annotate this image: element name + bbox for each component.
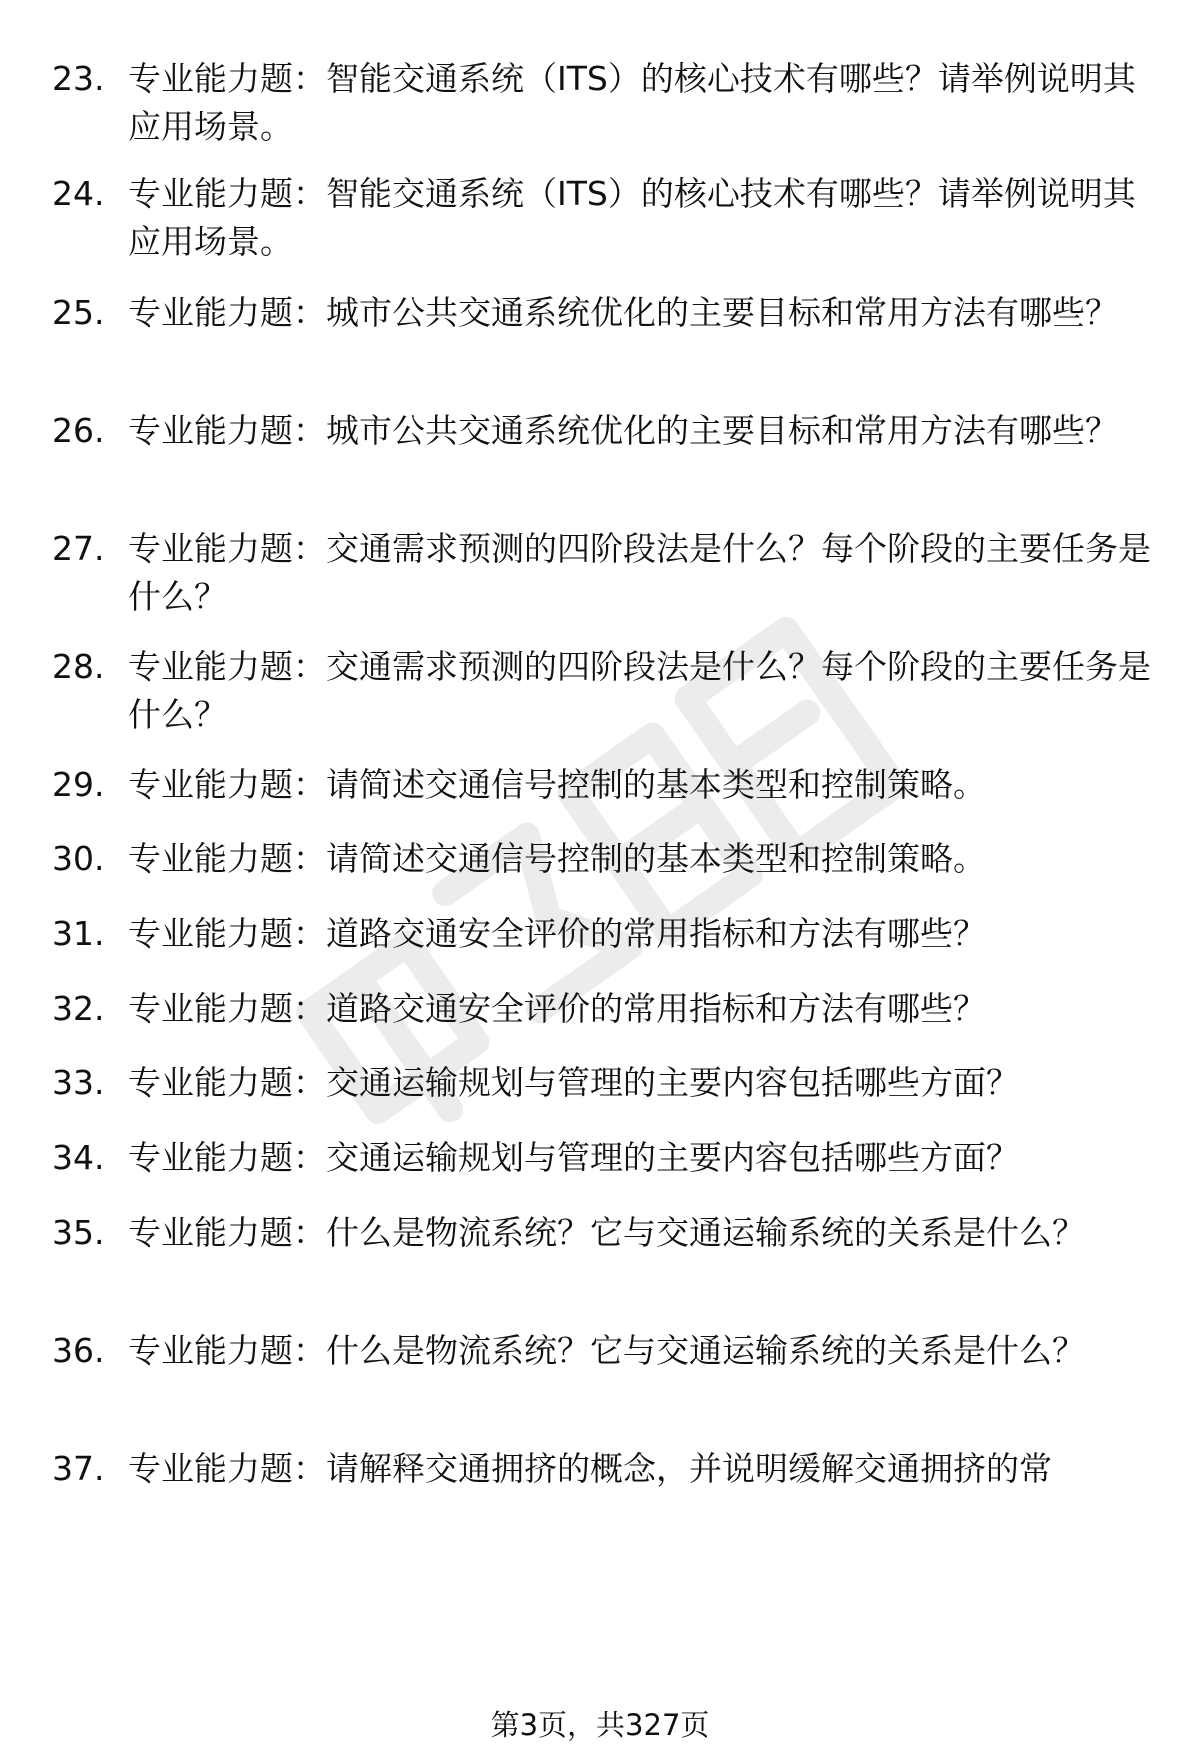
question-item bbox=[0, 1445, 1200, 1505]
question-item bbox=[0, 910, 1200, 985]
question-item bbox=[0, 289, 1200, 407]
question-item bbox=[0, 1327, 1200, 1445]
question-number: 29. bbox=[52, 765, 105, 804]
question-list bbox=[0, 55, 1200, 1505]
question-text: 专业能力题：什么是物流系统？它与交通运输系统的关系是什么？ bbox=[128, 1213, 1085, 1252]
question-number: 31. bbox=[52, 914, 105, 953]
question-text: 专业能力题：请解释交通拥挤的概念，并说明缓解交通拥挤的常 bbox=[128, 1449, 1052, 1488]
question-text: 专业能力题：道路交通安全评价的常用指标和方法有哪些？ bbox=[128, 989, 986, 1028]
question-number: 36. bbox=[52, 1331, 105, 1370]
question-item bbox=[0, 1059, 1200, 1134]
question-text: 专业能力题：什么是物流系统？它与交通运输系统的关系是什么？ bbox=[128, 1331, 1085, 1370]
question-item bbox=[0, 525, 1200, 643]
question-number: 33. bbox=[52, 1063, 105, 1102]
question-text: 专业能力题：交通需求预测的四阶段法是什么？每个阶段的主要任务是什么？ bbox=[128, 529, 1151, 616]
question-number: 27. bbox=[52, 529, 105, 568]
question-text: 专业能力题：智能交通系统（ITS）的核心技术有哪些？请举例说明其应用场景。 bbox=[128, 59, 1136, 146]
question-number: 32. bbox=[52, 989, 105, 1028]
question-number: 23. bbox=[52, 59, 105, 98]
question-text: 专业能力题：智能交通系统（ITS）的核心技术有哪些？请举例说明其应用场景。 bbox=[128, 174, 1136, 261]
question-item bbox=[0, 835, 1200, 910]
question-item bbox=[0, 643, 1200, 761]
question-number: 28. bbox=[52, 647, 105, 686]
question-number: 30. bbox=[52, 839, 105, 878]
question-item bbox=[0, 407, 1200, 525]
question-text: 专业能力题：城市公共交通系统优化的主要目标和常用方法有哪些？ bbox=[128, 293, 1118, 332]
question-text: 专业能力题：交通运输规划与管理的主要内容包括哪些方面？ bbox=[128, 1063, 1019, 1102]
question-item bbox=[0, 1209, 1200, 1327]
question-number: 35. bbox=[52, 1213, 105, 1252]
question-item bbox=[0, 761, 1200, 835]
question-number: 34. bbox=[52, 1138, 105, 1177]
question-text: 专业能力题：请简述交通信号控制的基本类型和控制策略。 bbox=[128, 839, 986, 878]
question-item bbox=[0, 170, 1200, 289]
page-number-footer: 第3页，共327页 bbox=[490, 1708, 710, 1742]
question-text: 专业能力题：城市公共交通系统优化的主要目标和常用方法有哪些？ bbox=[128, 411, 1118, 450]
question-number: 25. bbox=[52, 293, 105, 332]
question-item bbox=[0, 55, 1200, 170]
question-number: 24. bbox=[52, 174, 105, 213]
question-number: 37. bbox=[52, 1449, 105, 1488]
question-text: 专业能力题：请简述交通信号控制的基本类型和控制策略。 bbox=[128, 765, 986, 804]
question-text: 专业能力题：交通运输规划与管理的主要内容包括哪些方面？ bbox=[128, 1138, 1019, 1177]
question-text: 专业能力题：道路交通安全评价的常用指标和方法有哪些？ bbox=[128, 914, 986, 953]
question-item bbox=[0, 985, 1200, 1059]
question-item bbox=[0, 1134, 1200, 1209]
question-text: 专业能力题：交通需求预测的四阶段法是什么？每个阶段的主要任务是什么？ bbox=[128, 647, 1151, 734]
question-number: 26. bbox=[52, 411, 105, 450]
